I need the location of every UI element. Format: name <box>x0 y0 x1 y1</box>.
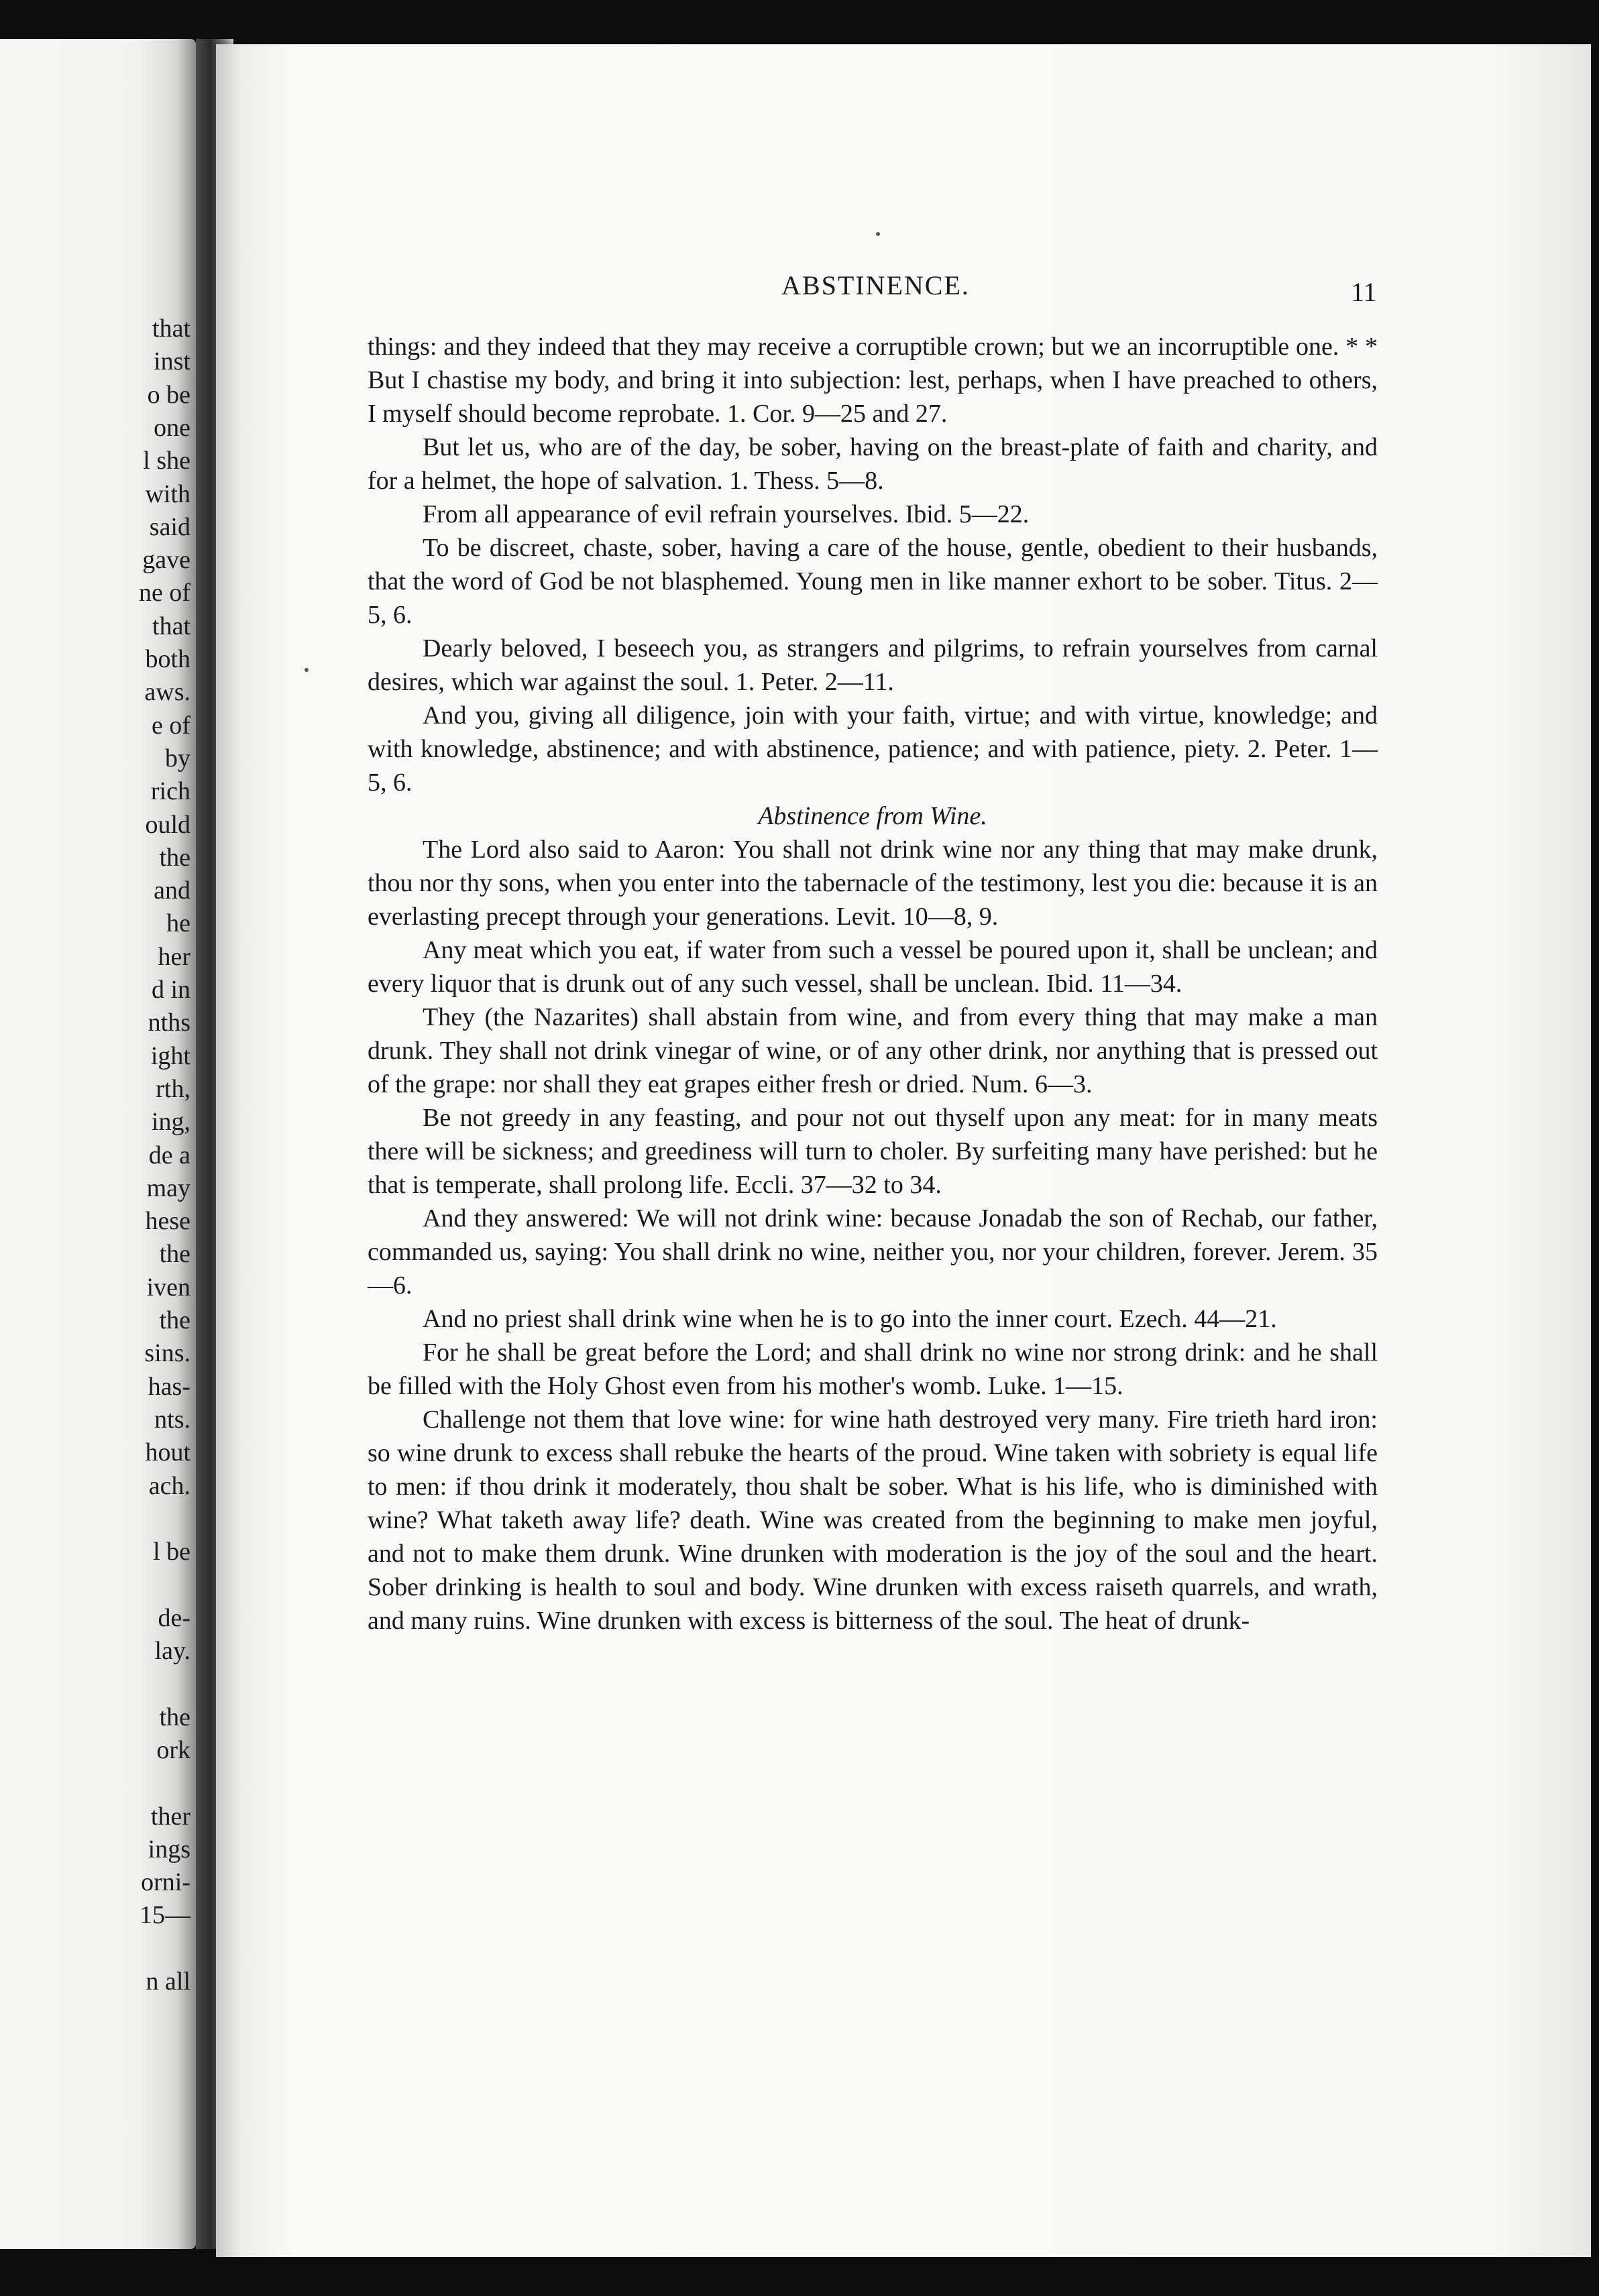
paragraph: To be discreet, chaste, sober, having a care of the house, gentle, obedient to their husbands, that the word of God be not blasphemed. Young men in like manner exhort to be sober. Titus. 2—5, 6. <box>368 534 1378 629</box>
left-page-fragment: the <box>159 1703 190 1731</box>
left-page-fragment: nths <box>148 1009 190 1037</box>
left-page-fragment: inst <box>154 347 190 376</box>
left-page-fragment: rth, <box>156 1074 190 1103</box>
left-page-fragment: ight <box>150 1041 190 1070</box>
section-heading: Abstinence from Wine. <box>758 802 987 830</box>
paragraph: They (the Nazarites) shall abstain from wine, and from every thing that may make a man drunk. They shall not drink vinegar of wine, or of any other drink, nor anything that is pressed out of the grape: nor shall they eat grapes either fresh or dried. Num. 6—3. <box>368 1003 1378 1098</box>
left-page-fragment: and <box>154 876 190 905</box>
left-page-fragment: d in <box>151 976 190 1004</box>
left-page-fragment: hese <box>145 1207 190 1236</box>
left-page-fragment: her <box>158 942 190 971</box>
left-page-fragment: ork <box>156 1735 190 1764</box>
paragraph: The Lord also said to Aaron: You shall not drink wine nor any thing that may make drunk, thou nor thy sons, when you enter into the tabernacle of the testimony, lest you die: because it is an everlasting precept through your generations. Levit. 10—8, 9. <box>368 836 1378 931</box>
left-page-fragment: ing, <box>151 1108 190 1137</box>
left-page-fragment: aws. <box>144 678 190 707</box>
paragraph: Dearly beloved, I beseech you, as strangers and pilgrims, to refrain yourselves from carnal desires, which war against the soul. 1. Peter. 2—11. <box>368 634 1378 696</box>
paragraph: things: and they indeed that they may receive a corruptible crown; but we an incorruptible one. * * But I chastise my body, and bring it into subjection: lest, perhaps, when I have preached to others, I myself should become reprobate. 1. Cor. 9—25 and 27. <box>368 333 1378 428</box>
left-page-fragment: the <box>159 1240 190 1269</box>
left-page-fragment: l be <box>153 1538 190 1566</box>
left-page-fragment: ther <box>150 1802 190 1831</box>
left-page-fragment: the <box>159 1306 190 1334</box>
paragraph: Be not greedy in any feasting, and pour not out thyself upon any meat: for in many meats there will be sickness; and greediness will turn to choler. By surfeiting many have perished: but he that is temperate, shall prolong life. Eccli. 37—32 to 34. <box>368 1104 1378 1199</box>
page-speck <box>305 668 309 672</box>
left-page-fragment: sins. <box>144 1339 190 1368</box>
left-page <box>0 39 196 2249</box>
left-page-fragment: hout <box>145 1438 190 1467</box>
paragraph: And they answered: We will not drink wine: because Jonadab the son of Rechab, our father, commanded us, saying: You shall drink no wine, neither you, nor your children, forever. Jerem. 35—6. <box>368 1204 1378 1300</box>
paragraph: But let us, who are of the day, be sober, having on the breast-plate of faith and charity, and for a helmet, the hope of salvation. 1. Thess. 5—8. <box>368 433 1378 495</box>
left-page-fragment: may <box>146 1173 190 1202</box>
left-page-fragment: de a <box>148 1141 190 1169</box>
paragraph: From all appearance of evil refrain yourselves. Ibid. 5—22. <box>423 500 1030 528</box>
left-page-fragment: one <box>154 413 190 442</box>
left-page-fragment: ings <box>148 1835 190 1863</box>
left-page-fragment: de- <box>158 1603 190 1632</box>
left-page-fragment: the <box>159 843 190 872</box>
left-page-fragment: both <box>145 645 190 673</box>
left-page-fragment: that <box>152 612 190 640</box>
left-page-fragment: with <box>145 479 190 508</box>
left-page-fragment: 15— <box>140 1901 190 1930</box>
left-page-fragment: lay. <box>154 1637 190 1665</box>
paragraph: And no priest shall drink wine when he is to go into the inner court. Ezech. 44—21. <box>423 1305 1277 1333</box>
left-page-fragment: n all <box>146 1967 190 1996</box>
paragraph: Any meat which you eat, if water from such a vessel be poured upon it, shall be unclean; and every liquor that is drunk out of any such vessel, shall be unclean. Ibid. 11—34. <box>368 936 1378 998</box>
left-page-fragment: l she <box>143 447 190 475</box>
left-page-fragment: iven <box>146 1273 190 1302</box>
left-page-fragment: said <box>149 512 190 541</box>
left-page-fragment: he <box>166 909 190 938</box>
left-page-fragment: rich <box>150 777 190 806</box>
page-speck <box>876 232 880 236</box>
running-head: ABSTINENCE. <box>781 270 970 300</box>
left-page-fragment: orni- <box>141 1868 190 1897</box>
left-page-fragment: ach. <box>148 1471 190 1500</box>
paragraph: And you, giving all diligence, join with your faith, virtue; and with virtue, knowledge; and with knowledge, abstinence; and with abstinence, patience; and with patience, piety. 2. Peter. 1—5, 6. <box>368 701 1378 797</box>
left-page-fragment: ould <box>145 810 190 839</box>
left-page-fragment: that <box>152 314 190 343</box>
left-page-fragment: ne of <box>138 579 190 608</box>
left-page-fragment: o be <box>147 380 190 409</box>
paragraph: Challenge not them that love wine: for wine hath destroyed very many. Fire trieth hard iron: so wine drunk to excess shall rebuke the hearts of the proud. Wine taken with sobriety is equal life to men: if thou drink it moderately, thou shalt be sober. What is his life, who is diminished with wine? What taketh away life? death. Wine was created from the beginning to make men joyful, and not to make them drunk. Wine drunken with moderation is the joy of the soul and the heart. Sober drinking is health to soul and body. Wine drunken with excess raiseth quarrels, and wrath, and many ruins. Wine drunken with excess is bitterness of the soul. The heat of drunk- <box>368 1405 1378 1635</box>
body-text <box>368 330 1378 1638</box>
left-page-fragment: nts. <box>154 1405 190 1434</box>
left-page-fragment: has- <box>148 1372 190 1401</box>
paragraph: For he shall be great before the Lord; and shall drink no wine nor strong drink: and he shall be filled with the Holy Ghost even from his mother's womb. Luke. 1—15. <box>368 1338 1378 1400</box>
page-number: 11 <box>1351 277 1377 307</box>
left-page-fragment: by <box>165 744 190 772</box>
left-page-fragment: gave <box>142 546 190 575</box>
left-page-fragment: e of <box>151 711 190 740</box>
